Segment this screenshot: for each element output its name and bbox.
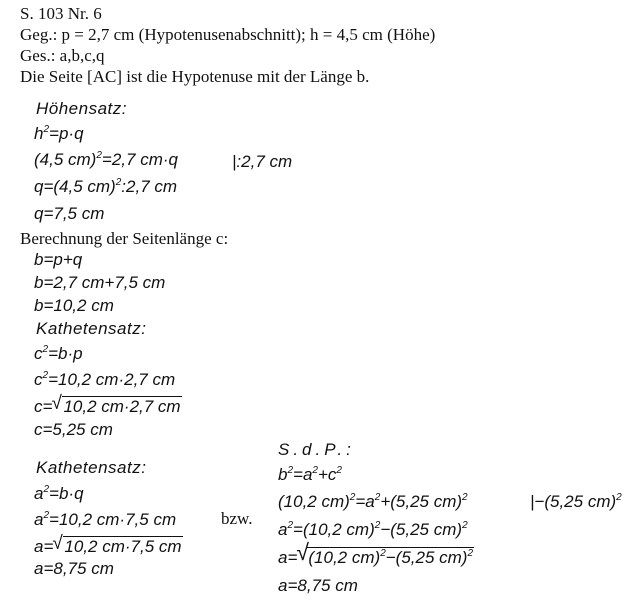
hoehensatz-line-2: (4,5 cm)$^2$=2,7 cm·q [34, 150, 178, 169]
pythagoras-heading: S.d.P.: [278, 440, 355, 459]
kathetensatz-a-line-4: a=8,75 cm [34, 559, 114, 578]
pythagoras-line-1: $b^2=a^2+c^2$ [278, 465, 342, 484]
hoehensatz-line-3: q=(4,5 cm)$^2$:2,7 cm [34, 177, 178, 196]
side-b-line-2: b=2,7 cm+7,5 cm [34, 273, 166, 292]
hypotenuse-note: Die Seite [AC] ist die Hypotenuse mit der Länge b. [20, 67, 370, 86]
hoehensatz-line-1: $h^2=p\cdot q$ [34, 124, 84, 143]
kathetensatz-c-line-2: $c^2=10,2$ cm·2,7 cm [34, 370, 176, 389]
hoehensatz-line-4: q=7,5 cm [34, 204, 105, 223]
side-b-line-3: b=10,2 cm [34, 296, 114, 315]
kathetensatz-a-heading: Kathetensatz: [36, 458, 147, 477]
kathetensatz-c-line-3: c=√ 10,2 cm·2,7 cm [34, 396, 182, 417]
given-line: Geg.: p = 2,7 cm (Hypotenusenabschnitt); h = 4,5 cm (Höhe) [20, 25, 436, 44]
kathetensatz-c-heading: Kathetensatz: [36, 319, 147, 338]
pythagoras-line-2: (10,2 $cm)^2=a^2+(5,25$ cm)$^2$ [278, 492, 468, 511]
kathetensatz-c-line-4: c=5,25 cm [34, 420, 113, 439]
exercise-title: S. 103 Nr. 6 [20, 4, 102, 23]
sqrt-sign: √ (10,2 cm)$^2$−(5,25 cm)$^2$ [297, 547, 474, 568]
side-length-heading: Berechnung der Seitenlänge c: [20, 229, 229, 248]
kathetensatz-a-line-1: $a^2=b\cdot q$ [34, 484, 84, 503]
pythagoras-line-4: a=√ (10,2 cm)$^2$−(5,25 cm)$^2$ [278, 547, 474, 568]
kathetensatz-a-line-2: $a^2=10,2$ cm·7,5 cm [34, 510, 177, 529]
sqrt-sign: √ 10,2 cm·7,5 cm [53, 536, 182, 557]
sought-line: Ges.: a,b,c,q [20, 46, 105, 65]
hoehensatz-heading: Höhensatz: [36, 99, 127, 118]
kathetensatz-a-line-3: a=√ 10,2 cm·7,5 cm [34, 536, 183, 557]
pythagoras-operation: |−(5,25 cm)$^2$ [530, 492, 622, 511]
side-b-line-1: b=p+q [34, 250, 83, 269]
pythagoras-line-5: a=8,75 cm [278, 576, 358, 595]
pythagoras-line-3: $a^2=(10,2$ cm)$^2$−(5,25 cm)$^2$ [278, 520, 468, 539]
sqrt-sign: √ 10,2 cm·2,7 cm [52, 396, 181, 417]
kathetensatz-c-line-1: $c^2=b\cdot p$ [34, 344, 83, 363]
hoehensatz-operation: |:2,7 cm [232, 152, 293, 171]
bzw-label: bzw. [221, 509, 253, 528]
